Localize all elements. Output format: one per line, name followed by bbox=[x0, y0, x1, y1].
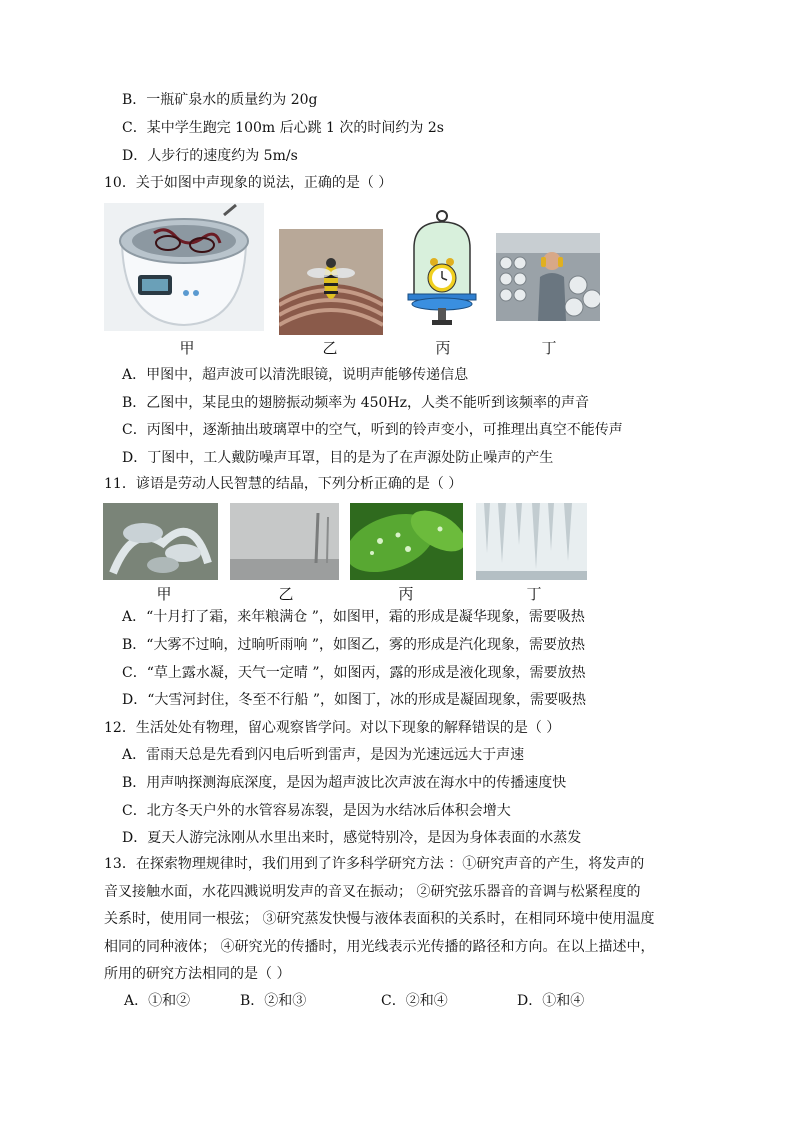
q10-caption-yi: 乙 bbox=[322, 339, 338, 357]
q11-caption-bing: 丙 bbox=[398, 585, 414, 603]
q10-option-a: A．甲图中，超声波可以清洗眼镜，说明声能够传递信息 bbox=[122, 367, 469, 383]
q11-caption-yi: 乙 bbox=[278, 585, 294, 603]
q13-option-a: A．①和② bbox=[124, 993, 191, 1009]
q10-option-c: C．丙图中，逐渐抽出玻璃罩中的空气，听到的铃声变小，可推理出真空不能传声 bbox=[122, 422, 623, 438]
q13-line-4: 相同的同种液体； ④研究光的传播时，用光线表示光传播的路径和方向。在以上描述中， bbox=[104, 939, 655, 955]
q11-option-c: C．“草上露水凝，天气一定晴 ”，如图丙，露的形成是液化现象，需要放热 bbox=[122, 665, 586, 681]
q10-caption-jia: 甲 bbox=[179, 339, 195, 357]
q10-image-ultrasonic-cleaner bbox=[104, 203, 264, 331]
q10-caption-ding: 丁 bbox=[541, 339, 557, 357]
q11-caption-jia: 甲 bbox=[156, 585, 172, 603]
q11-image-frost bbox=[103, 503, 218, 580]
q12-option-d: D．夏天人游完泳刚从水里出来时，感觉特别冷，是因为身体表面的水蒸发 bbox=[122, 830, 582, 846]
q10-option-d: D．丁图中，工人戴防噪声耳罩，目的是为了在声源处防止噪声的产生 bbox=[122, 450, 554, 466]
q12-option-c: C．北方冬天户外的水管容易冻裂，是因为水结冰后体积会增大 bbox=[122, 803, 511, 819]
q10-image-insect bbox=[279, 229, 383, 335]
q13-line-5: 所用的研究方法相同的是（ ） bbox=[104, 966, 291, 982]
q11-image-ice bbox=[476, 503, 587, 580]
q13-option-c: C．②和④ bbox=[381, 993, 448, 1009]
q13-line-3: 关系时，使用同一根弦； ③研究蒸发快慢与液体表面积的关系时，在相同环境中使用温度 bbox=[104, 911, 655, 927]
q10-image-factory-worker bbox=[496, 233, 600, 321]
q10-caption-bing: 丙 bbox=[435, 339, 451, 357]
q11-stem: 11．谚语是劳动人民智慧的结晶，下列分析正确的是（ ） bbox=[104, 476, 463, 492]
q12-stem: 12．生活处处有物理，留心观察皆学问。对以下现象的解释错误的是（ ） bbox=[104, 720, 561, 736]
q11-option-b: B．“大雾不过晌，过晌听雨响 ”，如图乙，雾的形成是汽化现象，需要放热 bbox=[122, 637, 586, 653]
q9-option-b: B．一瓶矿泉水的质量约为 20g bbox=[122, 92, 318, 108]
q11-option-d: D．“大雪河封住，冬至不行船 ”，如图丁，冰的形成是凝固现象，需要吸热 bbox=[122, 692, 586, 708]
q13-line-1: 13．在探索物理规律时，我们用到了许多科学研究方法 ：①研究声音的产生，将发声的 bbox=[104, 856, 645, 872]
q10-option-b: B．乙图中，某昆虫的翅膀振动频率为 450Hz，人类不能听到该频率的声音 bbox=[122, 395, 590, 411]
q13-option-d: D．①和④ bbox=[517, 993, 585, 1009]
q11-option-a: A．“十月打了霜，来年粮满仓 ”，如图甲，霜的形成是凝华现象，需要吸热 bbox=[122, 609, 585, 625]
q12-option-b: B．用声呐探测海底深度，是因为超声波比次声波在海水中的传播速度快 bbox=[122, 775, 567, 791]
q9-option-d: D．人步行的速度约为 5m/s bbox=[122, 148, 298, 164]
q11-caption-ding: 丁 bbox=[526, 585, 542, 603]
q10-stem: 10．关于如图中声现象的说法，正确的是（ ） bbox=[104, 175, 393, 191]
q13-option-b: B．②和③ bbox=[240, 993, 307, 1009]
q10-image-bell-jar bbox=[406, 208, 478, 334]
q13-line-2: 音叉接触水面，水花四溅说明发声的音叉在振动； ②研究弦乐器音的音调与松紧程度的 bbox=[104, 884, 641, 900]
q11-image-fog bbox=[230, 503, 339, 580]
q11-image-dew bbox=[350, 503, 463, 580]
q12-option-a: A．雷雨天总是先看到闪电后听到雷声，是因为光速远远大于声速 bbox=[122, 747, 525, 763]
q9-option-c: C．某中学生跑完 100m 后心跳 1 次的时间约为 2s bbox=[122, 120, 444, 136]
